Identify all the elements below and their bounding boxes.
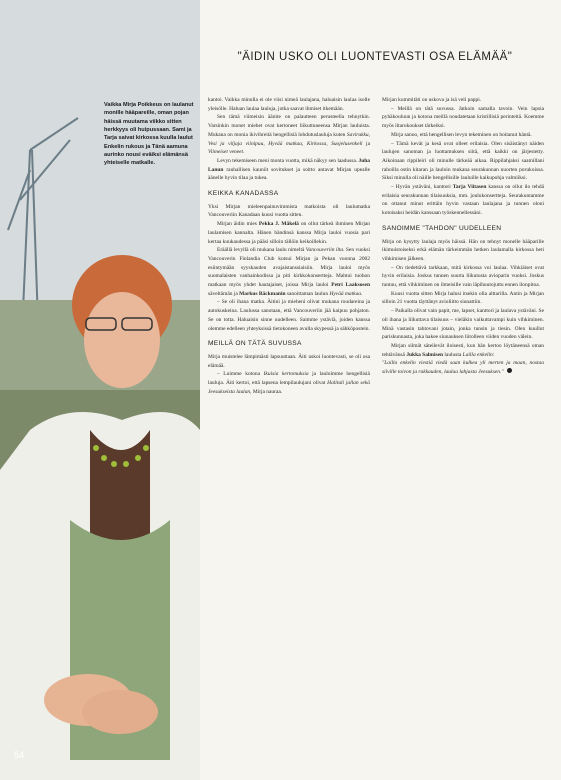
paragraph: Yksi Mirjan mieleenpainuvimmista matkoista oli laulumatka Vancouveriin Kanadaan kuusi vuotta sitten. [208,203,370,219]
article-column-1 [208,96,370,397]
paragraph: – Se oli ihana matka. Äitini ja mieheni olivat mukana roudareina ja autokuskeina. Laulussa sanotaan, että Vancouveriin jää kaipuu pohjaton. Se on totta. Haluaisin sinne uudelleen. Saimme ystäviä, joiden kanssa olemme edelleen yhteyksissä tietokoneen avulla skypessä ja sähköpostein. [208,299,370,332]
paragraph: Mirja muistelee lämpimästi lapsuuttaan. Äiti uskoi luontevasti, se oli osa elämää. [208,353,370,369]
paragraph: Eräällä levyllä oli mukana laulu nimeltä Vancouveriin ilta. Sen vuoksi Vancouverin Finlandia Club kutsui Mirjan ja Pekan vuonna 2002 esiintymään syyskauden avajaistanssiaisiin. Mirja lauloi myös suomalaisten vanhainkodissa ja piti kirkkokonsertteja. Mahtui tuohon matkaan myös yhdet hautajaiset, joissa Mirja lauloi Petri Laaksosen säveltämän ja Markus Bäckmanin sanoittaman laulun Hyvää matkaa. [208,247,370,297]
end-mark-icon [507,368,512,373]
paragraph: Mirja on kysytty laulaja myös häissä. Hän on tehnyt monelle hääparille ikimuistoiseksi erkä elämän tärkeimmän hetken laulamalla kirkossa heti vihkimisen jälkeen. [382,238,544,262]
paragraph: – Luimme kotona Ikuisia kertomuksia ja lauloimme hengellisiä lauluja. Äiti kertoi, että lapsena lempilaulujani olivat Halituli jallan sekä Jeesukseista laulan, Mirja nauraa. [208,371,370,395]
paragraph: kantoi. Vaikka minulla ei ole viisi nimeä laulajana, haluaisin laulaa isolle yleisölle. Haluan laulaa lauluja, jotka saavat ihmiset itkemään. [208,97,370,112]
paragraph: Mirja sanoo, että hengellisen levyn tekeminen on hoitanut häntä. [391,131,532,138]
section-heading: SANOIMME "TAHDON" UUDELLEEN [382,224,502,232]
paragraph: – Meillä on tätä suvussa. Jatkoin samalla tavoin. Vein lapsia pyhäkouluun ja kotona meillä noudatetaan kristillisiä perinteitä. Koemme myös iltarukoukset tärkeiksi. [382,105,544,130]
article-title: "ÄIDIN USKO OLI LUONTEVASTI OSA ELÄMÄÄ" [237,51,513,63]
paragraph: – Hyvän ystäväni, kanttori Tarja Viitasen kanssa on ollut ilo tehdä erilaisia seurakunnan tilaisuuksia, mm. joulukonsertteja. Seurakuntamme on ottanut minut erittäin hyvin vastaan laulajana ja tunnen oloni kotoisaksi heidän kanssaan työskennellessäni. [382,184,544,217]
paragraph: Mirjan äidin mies Pekka J. Mäkelä on ollut tärkeä ihminen Mirjan laulamisen kannalta. Hänen bändinsä kanssa Mirja lauloi vuosia pari kertaa kuukaudessa ja pääsi silloin tällöin keikoillekin. [208,221,370,245]
paragraph: Mirjan kummitäti on uskova ja isä veli pappi. [382,97,482,103]
paragraph: Sen tämä viimeisin äänite on palautteen perusteella tehnytkin. Varsinkin monet miehet ovat kertoneet liikuttuneensa Mirjan lauluista. Mukana on monia ikivihreitä hengellisiä lohdutuslauluja kuten Savirukku, Vesi ja viljaja viinipuu, Hyvää matkaa, Kirkossa, Suojelusenkeli ja Viimeiset veneet. [208,114,370,156]
paragraph: – Tämä kevät ja kesä ovat olleet erilaisia. Olen sisäistänyt näiden laulujen sanoman ja luottamuksen siitä, että kaikki on järjestetty. Aikoinaan rippileiri oli minulle tärkeää aikaa. Rippilahjaksi saamillani rahoilla ostin kitaran ja lauloin mukana seurakunnan nuorten porukoissa. Siksi minulla oli näille hengellisille lauluille kaikupohja valmiiksi. [382,140,544,182]
page-number: 54 [14,750,25,760]
article-column-2 [382,96,544,377]
paragraph: Kuusi vuotta sitten Mirja halusi itsekin olla alttarilla. Antin ja Mirjan silloin 21 vuotta täyttänyt avioliitto siunattiin. [382,290,544,306]
section-heading: KEIKKA KANADASSA [208,190,279,198]
paragraph: Mirjan silmät säteilevät iloisesti, kun hän kertoo löytäneensä oman tehtävänsä Jukka Salmisen laulusta Lailla enkelin: [382,342,544,358]
song-quote: "Lailla enkelin viestiä viedä saan kulkea yli merten ja maan, nostaa siiville toivon ja rakkauden, laulaa lahjasta Jeesuksen." [382,360,544,376]
section-heading: MEILLÄ ON TÄTÄ SUVUSSA [208,340,302,348]
photo-caption: Vaikka Mirja Poikkeus on laulanut monille hääpareille, oman pojan häissä muutama viikko sitten herkkyys oli huipussaan. Sami ja Tarja saivat kirkossa kuulla laulut Enkelin rukous ja Tänä aamuna aurinko nousi eväiksi elämänsä yhteiselle matkalle. [104,102,194,167]
paragraph: – On tiedettävä tarkkaan, mitä kirkossa voi laulaa. Vihkiäiset ovat hyvin erilaisia. Joskus tunnen suurta liikutusta avioparin vuoksi. Joskus tuntuu, että vihkiminen on ilmeisille vain läpihuutojuttu ennen ilonpitoa. [382,264,544,289]
paragraph: – Paikalla olivat vain papit, me, lapset, kanttori ja laulava ystäväni. Se oli ihana ja liikuttava tilaisuus – vieläkin vaikuttavampi kuin vihkiminen. Minä vastasin tahtovani jotain, jonka tunsin ja tiesin. Olen kuullut pariskunnasta, joka hakee siunauksen liitolleen viiden vuoden välein. [382,308,544,341]
paragraph: Levyn tekemiseen meni monta vuotta, mikä näkyy sen laadussa. Juha Lanun rauhallisen kauniit sovitukset ja soitto antavat Mirjan upealle äänelle hyvin tilaa ja tukea. [208,157,370,182]
